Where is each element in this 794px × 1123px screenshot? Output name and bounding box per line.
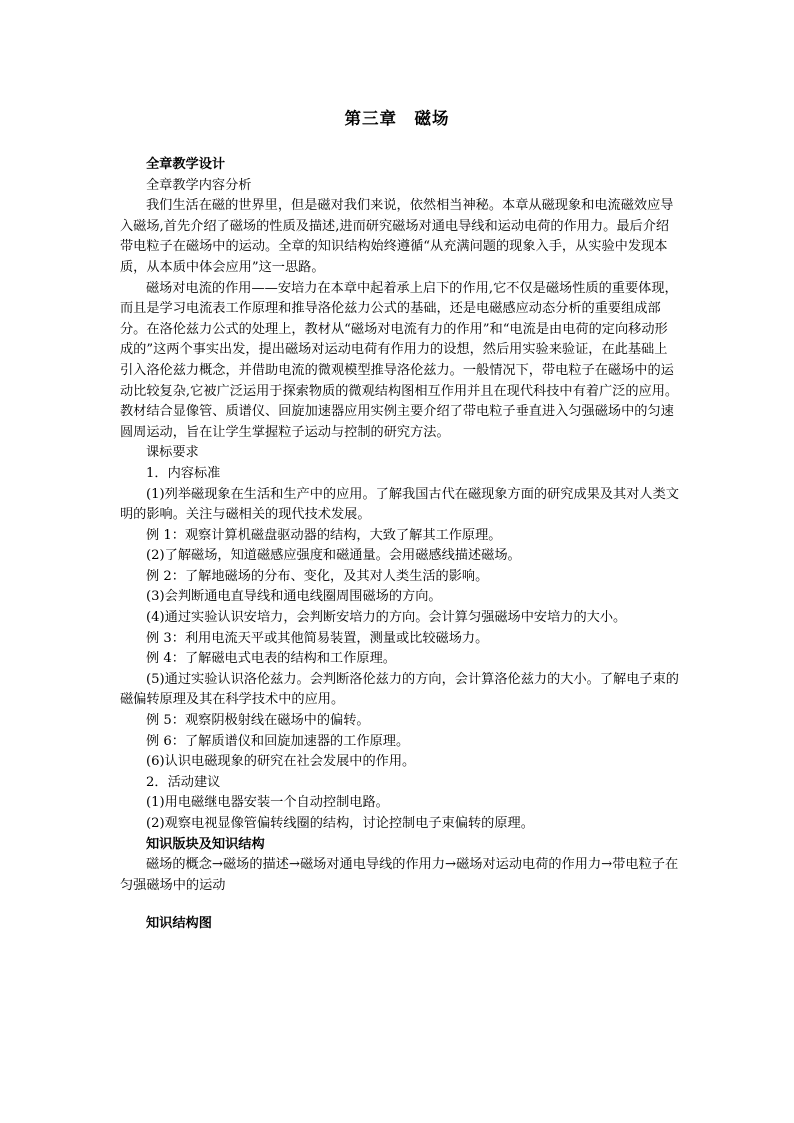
standard-item-4: (4)通过实验认识安培力，会判断安培力的方向。会计算匀强磁场中安培力的大小。 [146, 610, 627, 626]
standard-item-6: (6)认识电磁现象的研究在社会发展中的作用。 [146, 754, 416, 770]
activity-2: (2)观察电视显像管偏转线圈的结构，讨论控制电子束偏转的原理。 [146, 816, 534, 831]
standard-item-2: (2)了解磁场，知道磁感应强度和磁通量。会用磁感线描述磁场。 [146, 548, 521, 564]
heading-standard: 课标要求 [146, 445, 199, 461]
heading-analysis: 全章教学内容分析 [146, 177, 252, 193]
chapter-title: 第三章 磁场 [344, 109, 450, 128]
heading-knowledge-blocks: 知识版块及知识结构 [146, 836, 265, 852]
heading-knowledge-chart: 知识结构图 [146, 916, 212, 932]
standard-item-5: (5)通过实验认识洛伦兹力。会判断洛伦兹力的方向，会计算洛伦兹力的大小。了解电子束的磁偏转原理及其在科学技术中的应用。 [120, 671, 679, 708]
heading-design: 全章教学设计 [146, 157, 226, 172]
subheading-activity: 2．活动建议 [146, 774, 221, 790]
example-1: 例 1：观察计算机磁盘驱动器的结构，大致了解其工作原理。 [146, 527, 502, 543]
example-6: 例 6：了解质谱仪和回旋加速器的工作原理。 [146, 733, 410, 749]
standard-item-3: (3)会判断通电直导线和通电线圈周围磁场的方向。 [146, 589, 442, 605]
activity-1: (1)用电磁继电器安装一个自动控制电路。 [146, 795, 389, 811]
example-5: 例 5：观察阴极射线在磁场中的偏转。 [146, 713, 370, 729]
subheading-content-standard: 1．内容标准 [146, 465, 221, 481]
paragraph-ampere: 磁场对电流的作用——安培力在本章中起着承上启下的作用,它不仅是磁场性质的重要体现，而且是学习电流表工作原理和推导洛伦兹力公式的基础，还是电磁感应动态分析的重要组成部分。在洛伦兹力公式的处理上，教材从“磁场对电流有力的作用”和“电流是由电荷的定向移动形成的”这两个事实出发，提出磁场对运动电荷有作用力的设想，然后用实验来验证，在此基础上引入洛伦兹力概念，并借助电流的微观模型推导洛伦兹力。一般情况下，带电粒子在磁场中的运动比较复杂,它被广泛运用于探索物质的微观结构图相互作用并且在现代科技中有着广泛的应用。教材结合显像管、质谱仪、回旋加速器应用实例主要介绍了带电粒子垂直进入匀强磁场中的匀速圆周运动，旨在让学生掌握粒子运动与控制的研究方法。 [120, 280, 679, 440]
standard-item-1: (1)列举磁现象在生活和生产中的应用。了解我国古代在磁现象方面的研究成果及其对人类文明的影响。关注与磁相关的现代技术发展。 [120, 486, 679, 523]
paragraph-intro: 我们生活在磁的世界里，但是磁对我们来说，依然相当神秘。本章从磁现象和电流磁效应导入磁场,首先介绍了磁场的性质及描述,进而研究磁场对通电导线和运动电荷的作用力。最后介绍带电粒子在磁场中的运动。全章的知识结构始终遵循“从充满问题的现象入手，从实验中发现本质，从本质中体会应用”这一思路。 [120, 198, 674, 275]
example-2: 例 2：了解地磁场的分布、变化，及其对人类生活的影响。 [146, 568, 489, 584]
document-body [120, 155, 680, 935]
example-4: 例 4：了解磁电式电表的结构和工作原理。 [146, 651, 396, 667]
knowledge-chain: 磁场的概念→磁场的描述→磁场对通电导线的作用力→磁场对运动电荷的作用力→带电粒子在匀强磁场中的运动 [120, 857, 679, 893]
example-3: 例 3：利用电流天平或其他简易装置，测量或比较磁场力。 [146, 630, 489, 646]
